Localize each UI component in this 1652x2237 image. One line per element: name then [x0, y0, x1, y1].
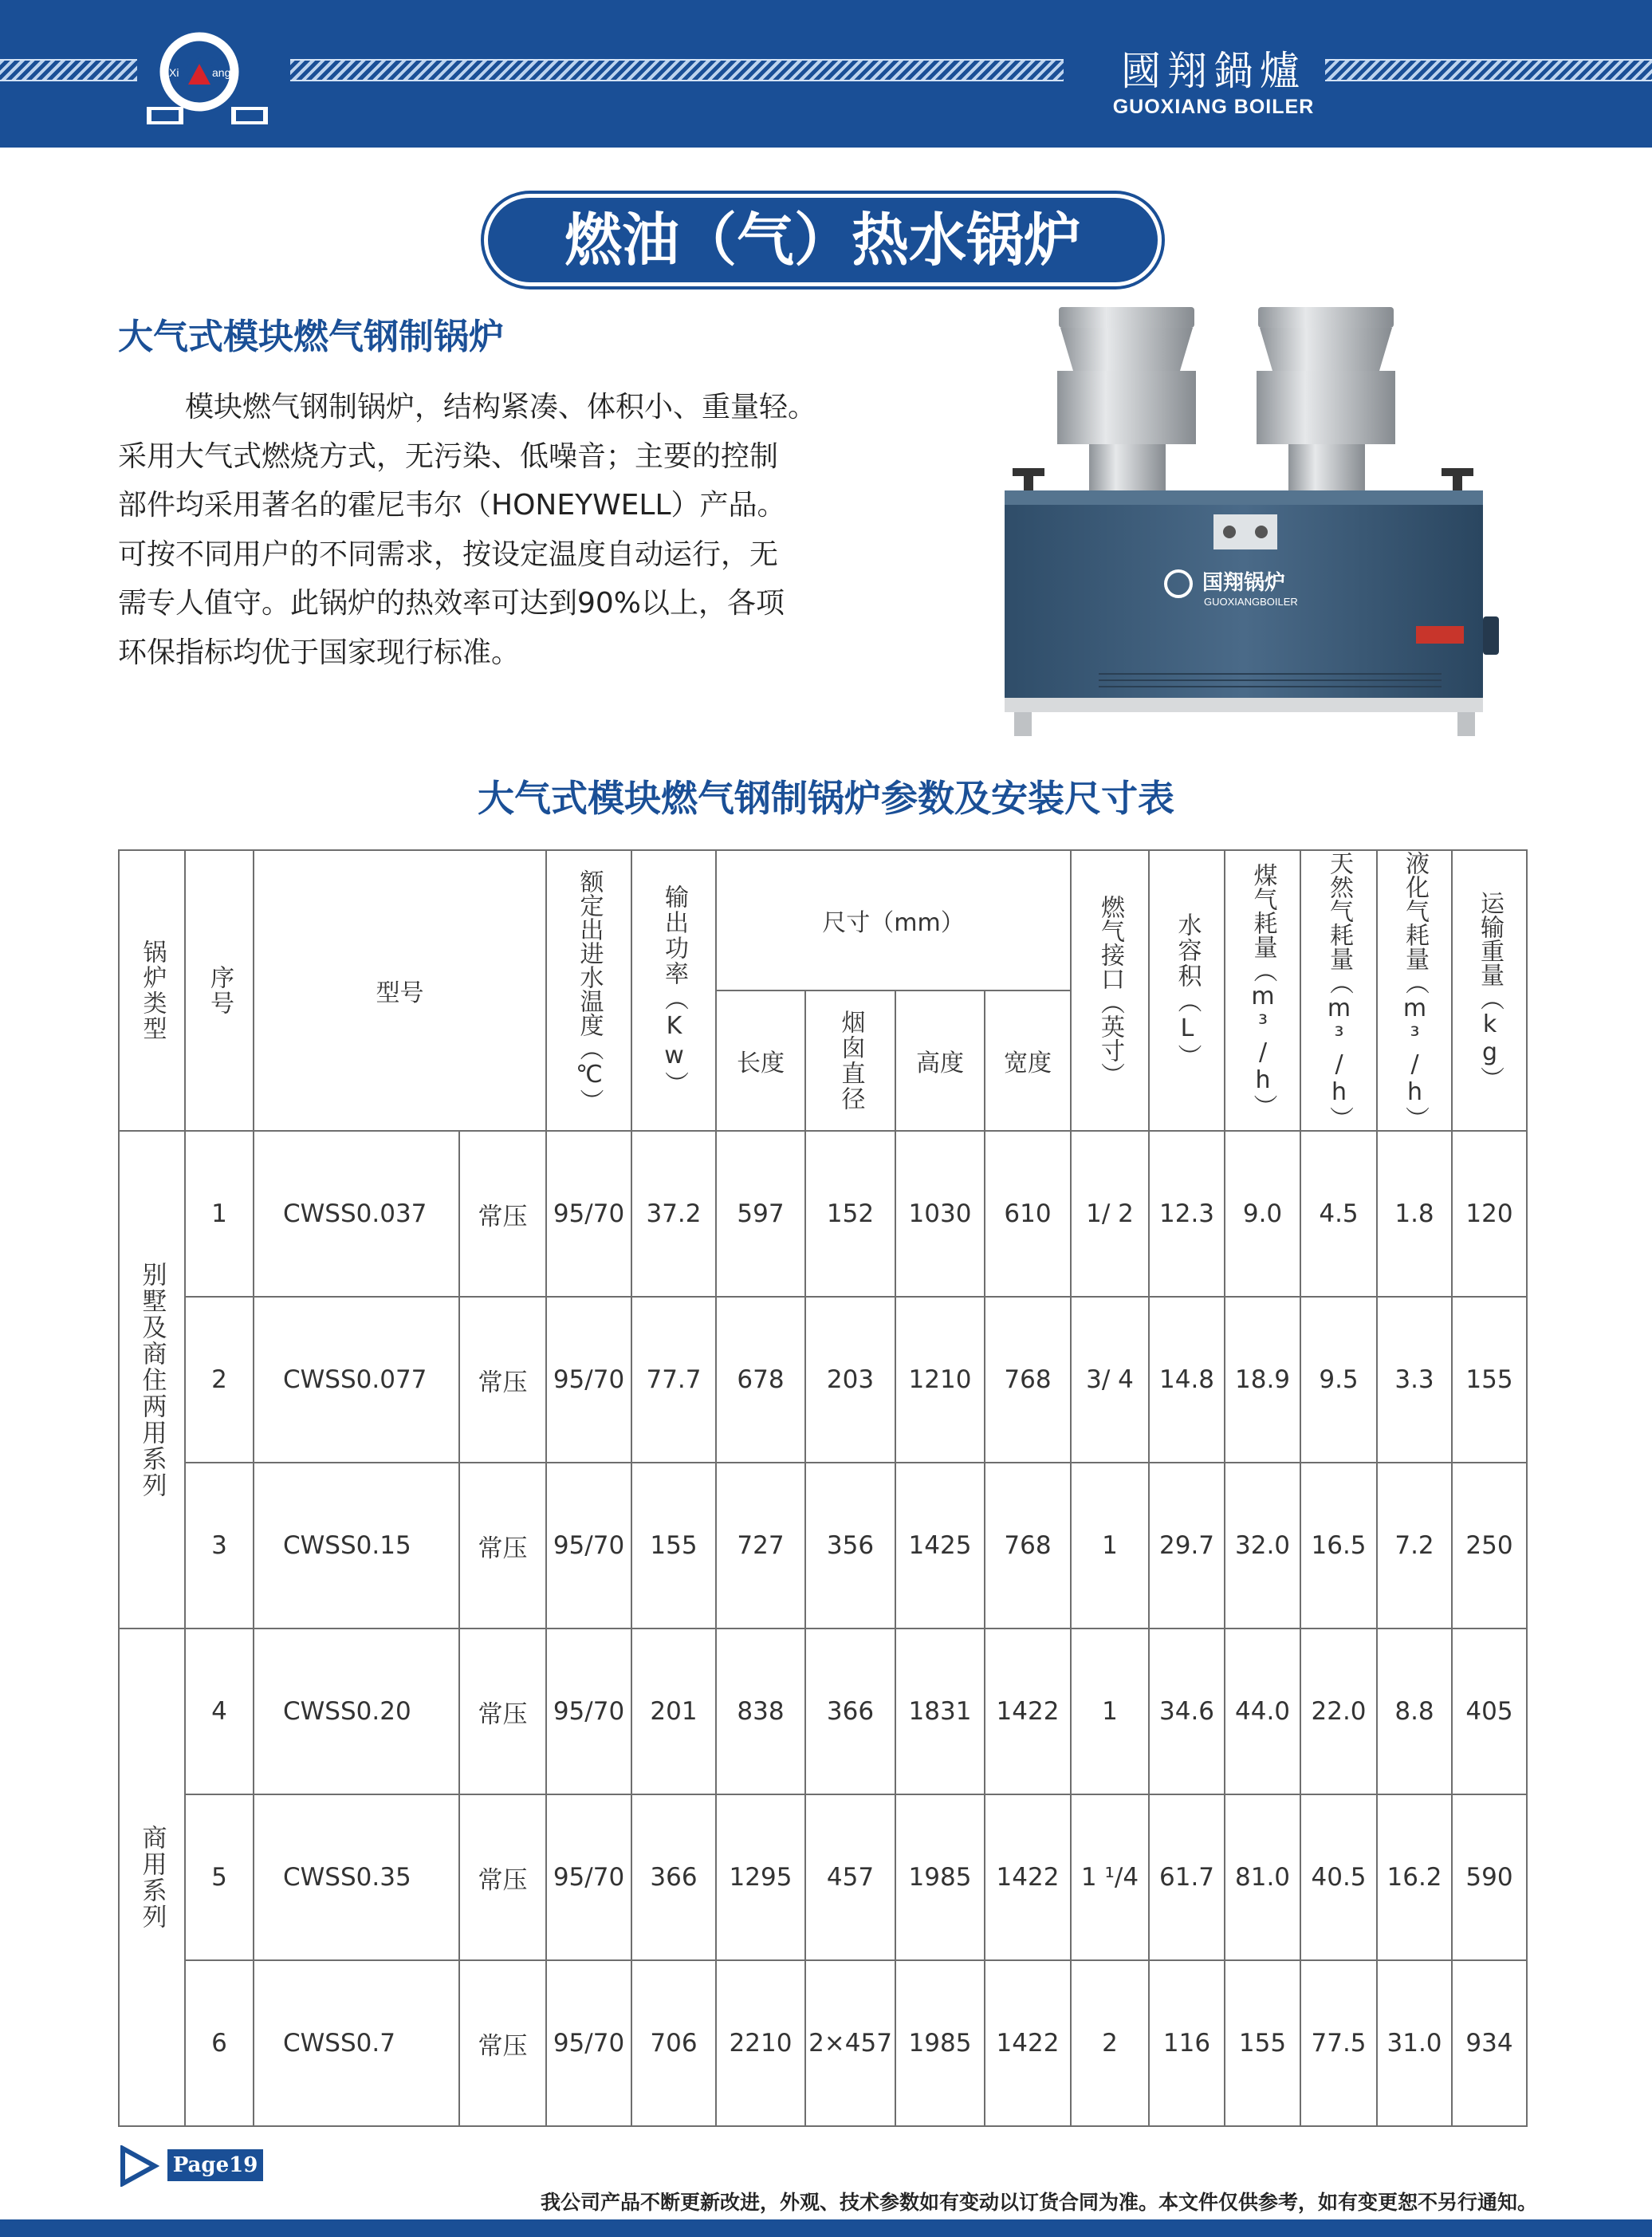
boiler-illustration — [995, 299, 1513, 746]
header-stripe-middle — [290, 59, 1064, 81]
cell-height: 1985 — [895, 1960, 985, 2126]
cell-coal: 18.9 — [1225, 1297, 1300, 1463]
cell-volume: 12.3 — [1149, 1131, 1225, 1297]
cell-coal: 44.0 — [1225, 1629, 1300, 1794]
body-label-cn: 国翔锅炉 — [1202, 571, 1286, 595]
cell-model: CWSS0.35 — [254, 1794, 459, 1960]
logo-xi-text: Xi — [169, 66, 179, 79]
brand-name-en: GUOXIANG BOILER — [1112, 96, 1315, 118]
cell-power: 201 — [631, 1629, 716, 1794]
cell-temp: 95/70 — [546, 1794, 631, 1960]
cell-natural: 40.5 — [1300, 1794, 1377, 1960]
chimney-right — [1257, 307, 1395, 492]
header-flue-diameter: 烟囱直径 — [805, 991, 895, 1131]
description-line: 可按不同用户的不同需求，按设定温度自动运行，无 — [118, 538, 779, 571]
footer-disclaimer: 我公司产品不断更新改进，外观、技术参数如有变动以订货合同为准。本文件仅供参考，如有变更恕不另行通知。 — [540, 2191, 1537, 2214]
header-lpg: 液化气耗量（m³/h） — [1377, 850, 1452, 1131]
spec-table — [118, 849, 1604, 2127]
page-title: 燃油（气）热水锅炉 — [488, 198, 1158, 282]
cell-weight: 155 — [1452, 1297, 1527, 1463]
header-water-volume: 水容积（L） — [1149, 850, 1225, 1131]
cell-length: 597 — [716, 1131, 805, 1297]
header-length: 长度 — [716, 991, 805, 1131]
cell-temp: 95/70 — [546, 1629, 631, 1794]
cell-pressure: 常压 — [459, 1960, 546, 2126]
cell-inlet: 1 — [1071, 1463, 1149, 1629]
cell-width: 1422 — [985, 1794, 1071, 1960]
cell-flue: 152 — [805, 1131, 895, 1297]
cell-index: 3 — [185, 1463, 254, 1629]
cell-weight: 120 — [1452, 1131, 1527, 1297]
cell-lpg: 8.8 — [1377, 1629, 1452, 1794]
table-row — [119, 1629, 1603, 1794]
cell-length: 678 — [716, 1297, 805, 1463]
cell-width: 768 — [985, 1463, 1071, 1629]
cell-lpg: 7.2 — [1377, 1463, 1452, 1629]
cell-flue: 356 — [805, 1463, 895, 1629]
product-name: 大气式模块燃气钢制锅炉 — [118, 317, 504, 357]
cell-index: 4 — [185, 1629, 254, 1794]
cell-weight: 250 — [1452, 1463, 1527, 1629]
table-row — [119, 1960, 1603, 2126]
body-label-en: GUOXIANGBOILER — [1204, 596, 1298, 608]
cell-flue: 203 — [805, 1297, 895, 1463]
cell-pressure: 常压 — [459, 1297, 546, 1463]
footer-band — [0, 2219, 1652, 2237]
cell-natural: 77.5 — [1300, 1960, 1377, 2126]
cell-inlet: 2 — [1071, 1960, 1149, 2126]
description-line: 环保指标均优于国家现行标准。 — [118, 636, 521, 669]
cell-volume: 34.6 — [1149, 1629, 1225, 1794]
header-band — [0, 0, 1652, 148]
cell-power: 706 — [631, 1960, 716, 2126]
cell-coal: 81.0 — [1225, 1794, 1300, 1960]
cell-flue: 2×457 — [805, 1960, 895, 2126]
table-header-row — [119, 850, 1603, 991]
chimney-left — [1057, 307, 1196, 492]
page-arrow-icon — [120, 2145, 159, 2187]
logo-ang-text: ang — [212, 66, 231, 79]
cell-temp: 95/70 — [546, 1463, 631, 1629]
cell-length: 1295 — [716, 1794, 805, 1960]
brand-name-cn: 國翔鍋爐 — [1121, 48, 1306, 94]
cell-length: 727 — [716, 1463, 805, 1629]
header-power: 输出功率（Kw） — [631, 850, 716, 1131]
table-row — [119, 1297, 1603, 1463]
description-line: 需专人值守。此锅炉的热效率可达到90%以上，各项 — [118, 587, 785, 620]
brand-block — [1110, 46, 1317, 118]
cell-inlet: 1 ¹/4 — [1071, 1794, 1149, 1960]
cell-height: 1210 — [895, 1297, 985, 1463]
table-row — [119, 1463, 1603, 1629]
cell-model: CWSS0.077 — [254, 1297, 459, 1463]
cell-index: 6 — [185, 1960, 254, 2126]
cell-height: 1985 — [895, 1794, 985, 1960]
cell-model: CWSS0.7 — [254, 1960, 459, 2126]
cell-natural: 16.5 — [1300, 1463, 1377, 1629]
cell-power: 77.7 — [631, 1297, 716, 1463]
cell-weight: 405 — [1452, 1629, 1527, 1794]
cell-power: 155 — [631, 1463, 716, 1629]
cell-volume: 29.7 — [1149, 1463, 1225, 1629]
cell-volume: 14.8 — [1149, 1297, 1225, 1463]
cell-coal: 9.0 — [1225, 1131, 1300, 1297]
cell-weight: 590 — [1452, 1794, 1527, 1960]
header-stripe-left — [0, 59, 137, 81]
cell-width: 768 — [985, 1297, 1071, 1463]
cell-model: CWSS0.15 — [254, 1463, 459, 1629]
header-model: 型号 — [254, 850, 546, 1131]
company-logo — [142, 26, 277, 129]
group-label: 商用系列 — [119, 1629, 185, 2126]
cell-coal: 32.0 — [1225, 1463, 1300, 1629]
header-width: 宽度 — [985, 991, 1071, 1131]
cell-natural: 9.5 — [1300, 1297, 1377, 1463]
cell-length: 2210 — [716, 1960, 805, 2126]
header-height: 高度 — [895, 991, 985, 1131]
cell-lpg: 31.0 — [1377, 1960, 1452, 2126]
cell-height: 1425 — [895, 1463, 985, 1629]
header-temperature: 额定出进水温度（℃） — [546, 850, 631, 1131]
cell-lpg: 1.8 — [1377, 1131, 1452, 1297]
header-stripe-right — [1325, 59, 1652, 81]
page-number: Page19 — [167, 2149, 263, 2181]
cell-index: 1 — [185, 1131, 254, 1297]
table-title: 大气式模块燃气钢制锅炉参数及安装尺寸表 — [478, 777, 1174, 820]
cell-lpg: 3.3 — [1377, 1297, 1452, 1463]
cell-pressure: 常压 — [459, 1794, 546, 1960]
cell-index: 5 — [185, 1794, 254, 1960]
cell-weight: 934 — [1452, 1960, 1527, 2126]
cell-coal: 155 — [1225, 1960, 1300, 2126]
cell-volume: 61.7 — [1149, 1794, 1225, 1960]
description-line: 模块燃气钢制锅炉，结构紧凑、体积小、重量轻。 — [185, 391, 817, 423]
cell-temp: 95/70 — [546, 1297, 631, 1463]
description-line: 部件均采用著名的霍尼韦尔（HONEYWELL）产品。 — [118, 489, 786, 522]
cell-height: 1030 — [895, 1131, 985, 1297]
cell-flue: 457 — [805, 1794, 895, 1960]
cell-model: CWSS0.20 — [254, 1629, 459, 1794]
cell-pressure: 常压 — [459, 1463, 546, 1629]
cell-inlet: 1 — [1071, 1629, 1149, 1794]
cell-model: CWSS0.037 — [254, 1131, 459, 1297]
header-dimensions: 尺寸（mm） — [716, 850, 1071, 991]
cell-power: 37.2 — [631, 1131, 716, 1297]
cell-natural: 4.5 — [1300, 1131, 1377, 1297]
cell-inlet: 3/ 4 — [1071, 1297, 1149, 1463]
header-natural-gas: 天然气耗量（m³/h） — [1300, 850, 1377, 1131]
table-row — [119, 1794, 1603, 1960]
cell-index: 2 — [185, 1297, 254, 1463]
cell-width: 1422 — [985, 1960, 1071, 2126]
header-shipping-weight: 运输重量（kg） — [1452, 850, 1527, 1131]
cell-temp: 95/70 — [546, 1960, 631, 2126]
group-label: 别墅及商住两用系列 — [119, 1131, 185, 1629]
header-coal-gas: 煤气耗量（m³/h） — [1225, 850, 1300, 1131]
cell-lpg: 16.2 — [1377, 1794, 1452, 1960]
product-description — [118, 383, 915, 677]
cell-power: 366 — [631, 1794, 716, 1960]
cell-length: 838 — [716, 1629, 805, 1794]
cell-natural: 22.0 — [1300, 1629, 1377, 1794]
table-row — [119, 1131, 1603, 1297]
cell-inlet: 1/ 2 — [1071, 1131, 1149, 1297]
header-boiler-type: 锅炉类型 — [119, 850, 185, 1131]
cell-height: 1831 — [895, 1629, 985, 1794]
description-line: 采用大气式燃烧方式，无污染、低噪音；主要的控制 — [118, 439, 779, 473]
cell-width: 1422 — [985, 1629, 1071, 1794]
cell-width: 610 — [985, 1131, 1071, 1297]
cell-pressure: 常压 — [459, 1131, 546, 1297]
cell-pressure: 常压 — [459, 1629, 546, 1794]
header-gas-inlet: 燃气接口（英寸） — [1071, 850, 1149, 1131]
header-index: 序号 — [185, 850, 254, 1131]
cell-temp: 95/70 — [546, 1131, 631, 1297]
cell-flue: 366 — [805, 1629, 895, 1794]
cell-volume: 116 — [1149, 1960, 1225, 2126]
